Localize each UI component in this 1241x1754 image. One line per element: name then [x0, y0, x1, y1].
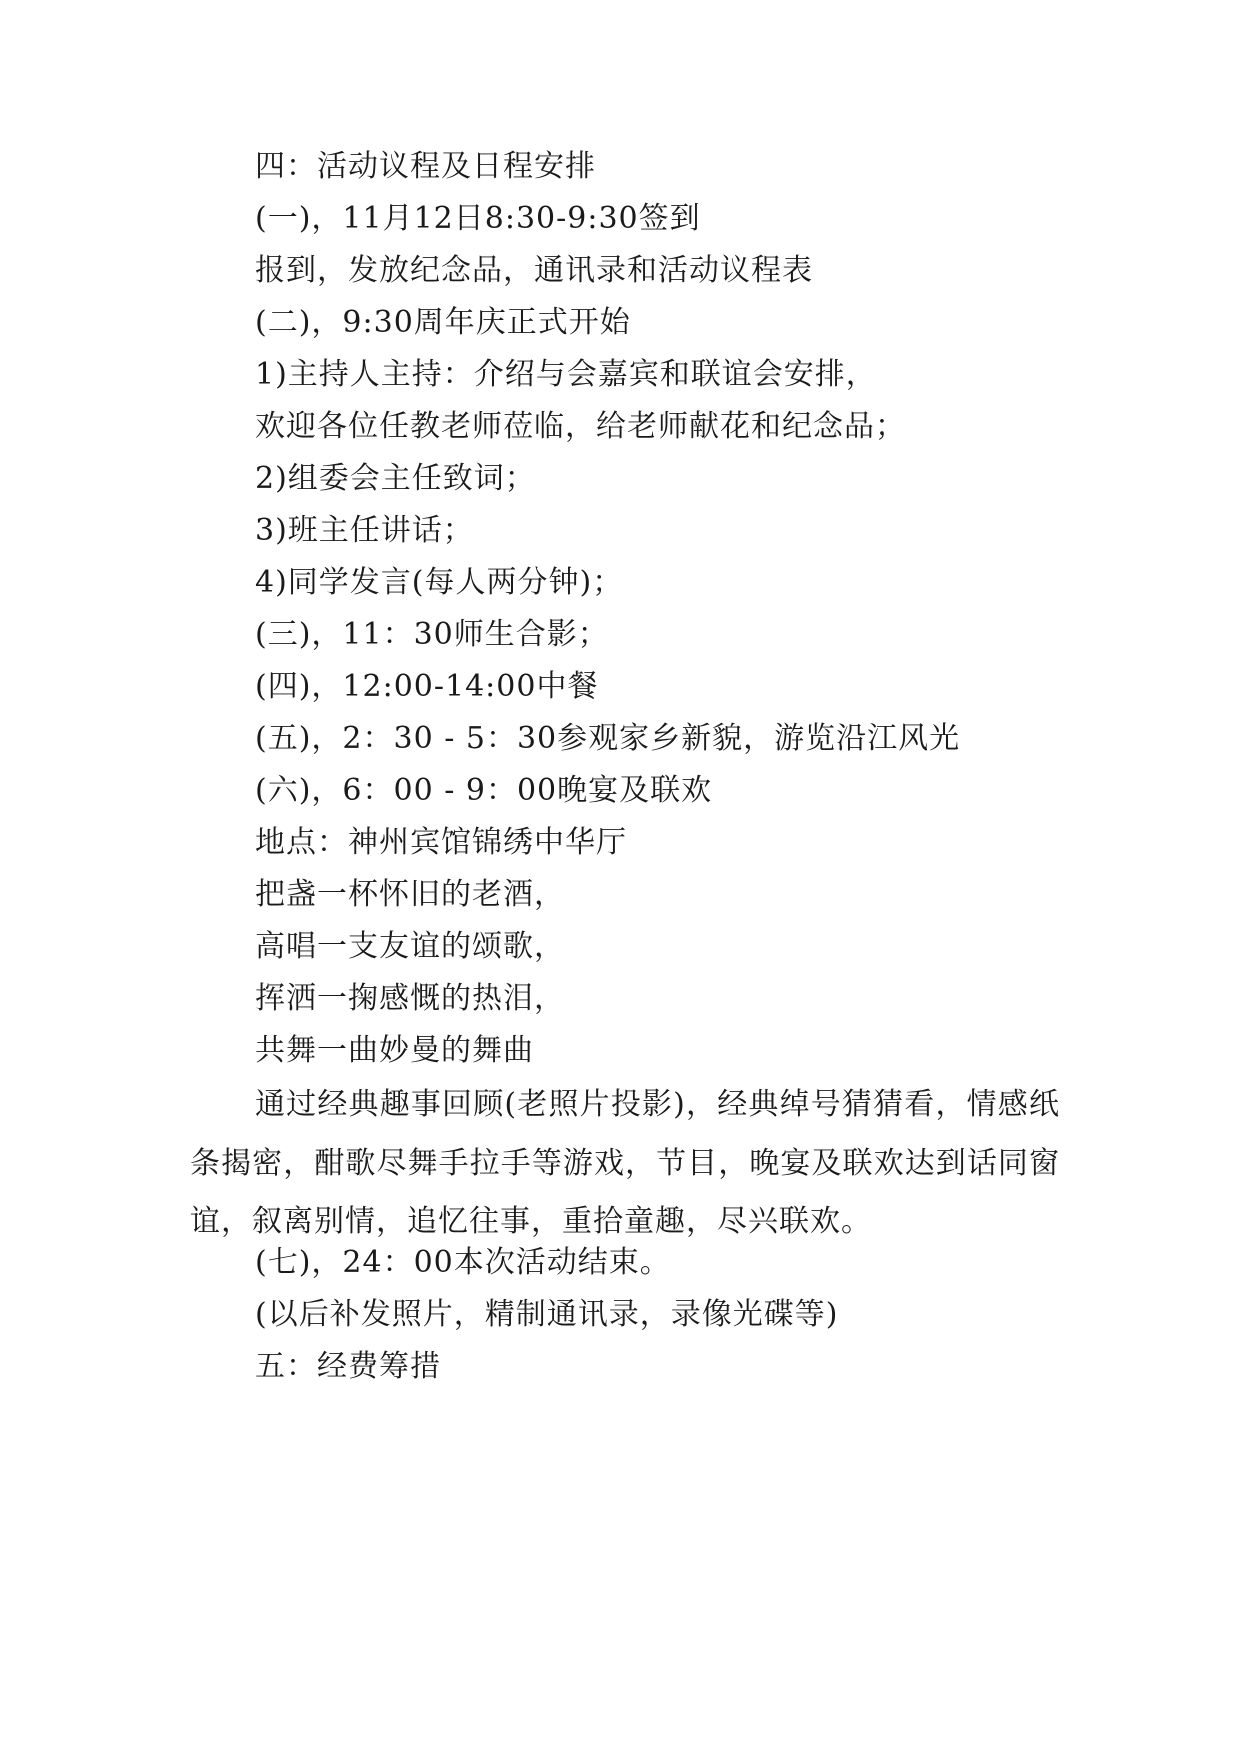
poem-line: 高唱一支友谊的颂歌， [255, 929, 565, 964]
poem-line: 挥洒一掬感慨的热泪， [255, 981, 565, 1016]
agenda-detail-welcome: 欢迎各位任教老师莅临，给老师献花和纪念品； [255, 409, 906, 444]
activity-description-paragraph: 通过经典趣事回顾(老照片投影)，经典绰号猜猜看，情感纸条揭密，酣歌尽舞手拉手等游戏，节目，晚宴及联欢达到话同窗谊，叙离别情，追忆往事，重拾童趣，尽兴联欢。 [190, 1087, 1060, 1239]
agenda-item-tour: (五)，2：30 - 5：30参观家乡新貌，游览沿江风光 [255, 721, 961, 756]
agenda-detail-location: 地点：神州宾馆锦绣中华厅 [255, 825, 627, 860]
section-heading-funding: 五：经费筹措 [255, 1349, 441, 1384]
agenda-item-checkin: (一)，11月12日8:30-9:30签到 [255, 201, 701, 236]
agenda-note-followup: (以后补发照片，精制通讯录，录像光碟等) [255, 1297, 839, 1332]
agenda-item-start: (二)，9:30周年庆正式开始 [255, 305, 631, 340]
agenda-detail-student-speech: 4)同学发言(每人两分钟)； [255, 565, 624, 600]
agenda-item-end: (七)，24：00本次活动结束。 [255, 1245, 671, 1280]
agenda-detail-host: 1)主持人主持：介绍与会嘉宾和联谊会安排， [255, 357, 877, 392]
agenda-detail-registration: 报到，发放纪念品，通讯录和活动议程表 [255, 253, 813, 288]
agenda-item-lunch: (四)，12:00-14:00中餐 [255, 669, 599, 704]
agenda-item-banquet: (六)，6：00 - 9：00晚宴及联欢 [255, 773, 713, 808]
agenda-detail-teacher-speech: 3)班主任讲话； [255, 513, 474, 548]
section-heading-agenda: 四：活动议程及日程安排 [255, 149, 596, 184]
agenda-item-photo: (三)，11：30师生合影； [255, 617, 609, 652]
poem-line: 共舞一曲妙曼的舞曲 [255, 1033, 534, 1068]
agenda-detail-committee: 2)组委会主任致词； [255, 461, 536, 496]
poem-line: 把盏一杯怀旧的老酒， [255, 877, 565, 912]
